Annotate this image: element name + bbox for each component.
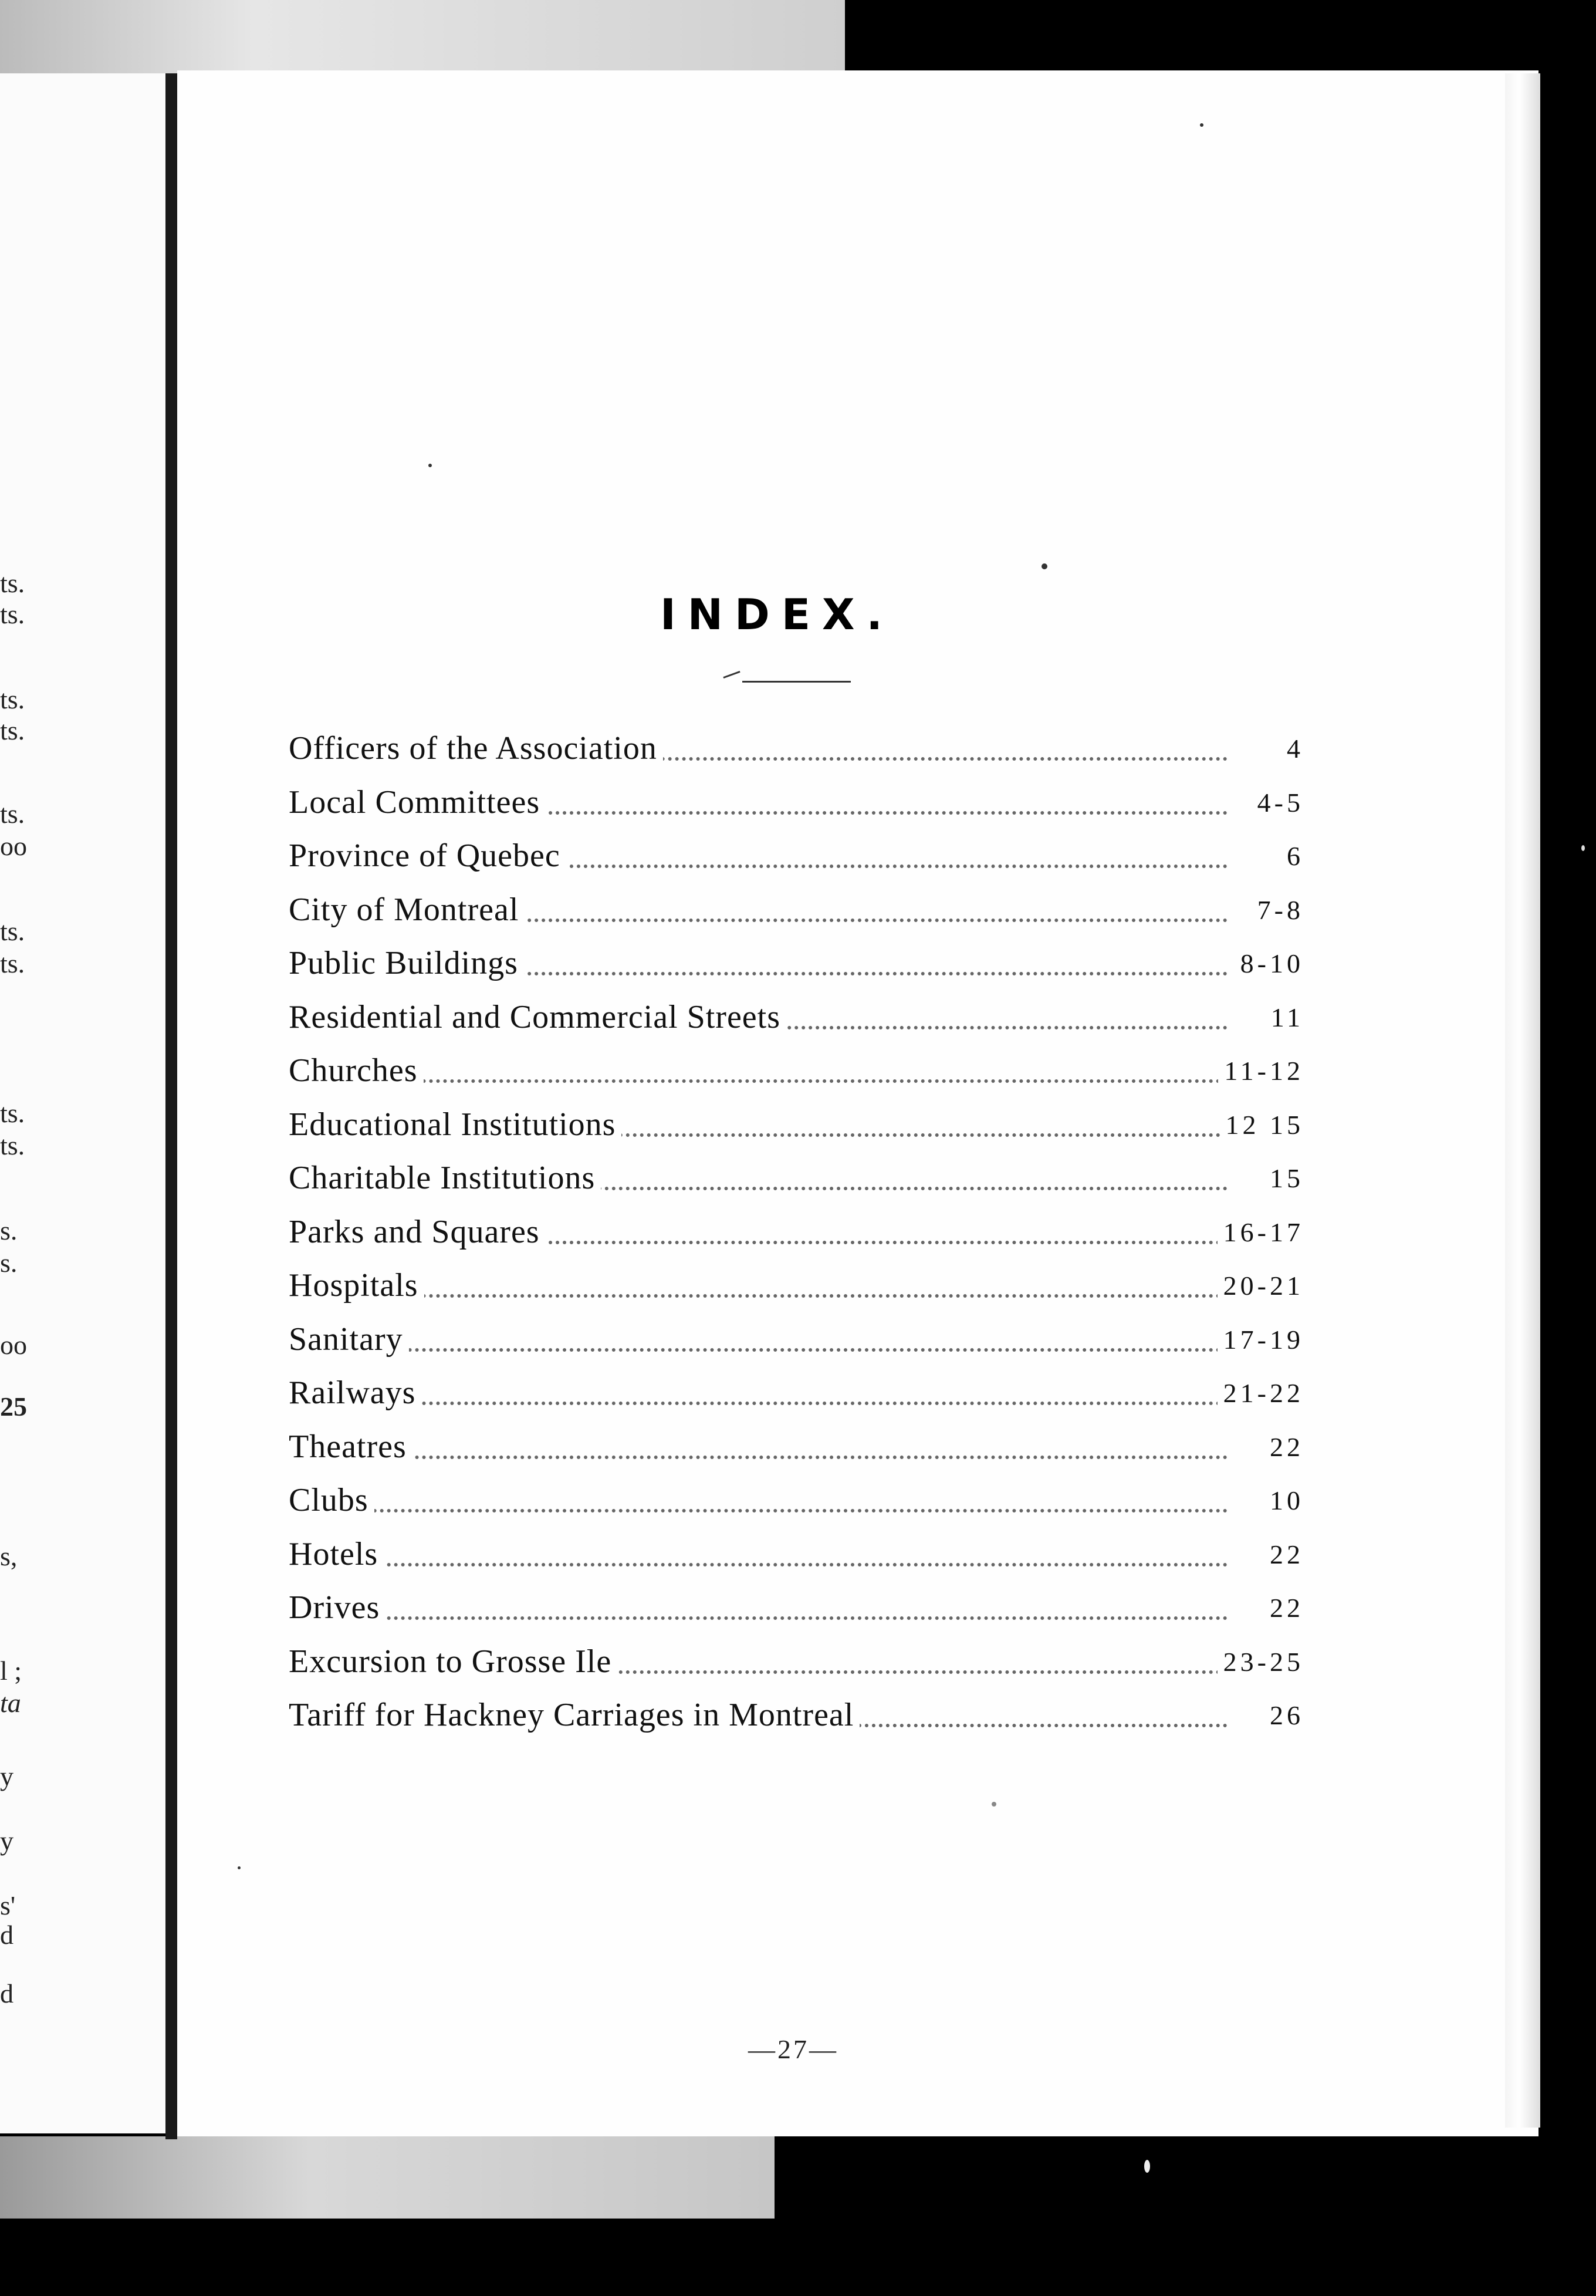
facing-page xyxy=(0,73,165,2133)
entry-page: 4 xyxy=(1281,722,1304,776)
entry-page: 17-19 xyxy=(1218,1313,1304,1367)
facing-fragment: ts. xyxy=(0,1130,25,1160)
dot-leader xyxy=(289,1289,1228,1298)
index-entry xyxy=(289,1098,1310,1152)
entry-label: Educational Institutions xyxy=(289,1098,621,1152)
facing-fragment: ts. xyxy=(0,948,25,978)
index-entry xyxy=(289,1635,1310,1689)
facing-fragment: ts. xyxy=(0,799,25,829)
entry-page: 20-21 xyxy=(1218,1259,1304,1313)
index-entry xyxy=(289,1420,1310,1474)
facing-fragment: 25 xyxy=(0,1392,27,1422)
dot-leader xyxy=(289,1558,1228,1566)
book-gutter xyxy=(165,73,177,2139)
facing-fragment: ts. xyxy=(0,916,25,946)
page-number: —27— xyxy=(748,2034,838,2064)
entry-page: 11 xyxy=(1265,991,1304,1045)
facing-fragment: s, xyxy=(0,1541,18,1571)
scan-speck xyxy=(238,1866,241,1869)
entry-label: Public Buildings xyxy=(289,937,524,991)
facing-fragment: l ; xyxy=(0,1656,22,1686)
dot-leader xyxy=(289,1504,1228,1512)
entry-page: 7-8 xyxy=(1252,883,1304,937)
title-rule xyxy=(742,681,851,683)
index-list xyxy=(289,722,1310,1743)
entry-page: 12 15 xyxy=(1220,1098,1304,1152)
entry-page: 11-12 xyxy=(1218,1044,1304,1098)
scan-top-strip xyxy=(0,0,845,73)
index-entry xyxy=(289,722,1310,776)
entry-label: Clubs xyxy=(289,1474,374,1528)
entry-label: Hospitals xyxy=(289,1259,424,1313)
index-entry xyxy=(289,991,1310,1045)
dot-leader xyxy=(289,1075,1228,1083)
facing-fragment: ts. xyxy=(0,1098,25,1128)
dot-leader xyxy=(289,1397,1228,1405)
entry-page: 22 xyxy=(1264,1528,1304,1582)
entry-page: 16-17 xyxy=(1218,1206,1304,1260)
scan-speck xyxy=(1144,2160,1150,2173)
facing-fragment: y xyxy=(0,1826,13,1856)
index-entry xyxy=(289,1528,1310,1582)
dot-leader xyxy=(289,1451,1228,1459)
facing-fragment: d xyxy=(0,1920,13,1950)
index-entry xyxy=(289,1206,1310,1260)
page-title: INDEX. xyxy=(660,590,894,639)
entry-label: Officers of the Association xyxy=(289,722,663,776)
entry-label: Residential and Commercial Streets xyxy=(289,991,786,1045)
entry-label: Parks and Squares xyxy=(289,1206,546,1260)
entry-label: Sanitary xyxy=(289,1313,409,1367)
scan-speck xyxy=(1042,563,1047,569)
index-entry xyxy=(289,1313,1310,1367)
facing-fragment: ta xyxy=(0,1688,21,1718)
scan-bottom-strip xyxy=(0,2136,775,2219)
entry-label: Churches xyxy=(289,1044,424,1098)
entry-page: 22 xyxy=(1264,1420,1304,1474)
facing-fragment: d xyxy=(0,1978,13,2008)
scan-speck xyxy=(992,1802,996,1807)
index-entry xyxy=(289,1581,1310,1635)
facing-fragment: oo xyxy=(0,831,27,861)
entry-page: 6 xyxy=(1281,829,1304,883)
entry-label: Hotels xyxy=(289,1528,384,1582)
index-entry xyxy=(289,829,1310,883)
scan-speck xyxy=(1581,845,1585,851)
entry-page: 23-25 xyxy=(1218,1635,1304,1689)
index-entry xyxy=(289,1044,1310,1098)
entry-page: 21-22 xyxy=(1218,1366,1304,1420)
facing-fragment: s. xyxy=(0,1248,18,1278)
entry-label: Excursion to Grosse Ile xyxy=(289,1635,617,1689)
entry-label: Theatres xyxy=(289,1420,412,1474)
entry-page: 8-10 xyxy=(1235,937,1304,991)
entry-label: Province of Quebec xyxy=(289,829,566,883)
index-entry xyxy=(289,937,1310,991)
page-edge xyxy=(1505,73,1540,2128)
facing-fragment: ts. xyxy=(0,599,25,629)
entry-label: Drives xyxy=(289,1581,386,1635)
entry-page: 26 xyxy=(1264,1689,1304,1743)
entry-label: Railways xyxy=(289,1366,421,1420)
scan-speck xyxy=(428,464,432,467)
dot-leader xyxy=(289,1343,1228,1352)
entry-label: Tariff for Hackney Carriages in Montreal xyxy=(289,1689,860,1743)
entry-page: 10 xyxy=(1264,1474,1304,1528)
facing-fragment: s' xyxy=(0,1890,16,1920)
index-entry xyxy=(289,776,1310,830)
index-entry xyxy=(289,1366,1310,1420)
index-entry xyxy=(289,883,1310,937)
entry-label: City of Montreal xyxy=(289,883,525,937)
scan-speck xyxy=(1200,123,1203,127)
facing-fragment: ts. xyxy=(0,684,25,714)
dot-leader xyxy=(289,1612,1228,1620)
facing-fragment: s. xyxy=(0,1215,18,1245)
index-entry xyxy=(289,1474,1310,1528)
facing-fragment: y xyxy=(0,1761,13,1791)
entry-label: Local Committees xyxy=(289,776,546,830)
index-entry xyxy=(289,1689,1310,1743)
facing-fragment: ts. xyxy=(0,568,25,598)
entry-page: 4-5 xyxy=(1252,776,1304,830)
facing-fragment: ts. xyxy=(0,715,25,745)
entry-page: 15 xyxy=(1264,1152,1304,1206)
entry-page: 22 xyxy=(1264,1581,1304,1635)
facing-fragment: oo xyxy=(0,1330,27,1360)
index-entry xyxy=(289,1259,1310,1313)
index-entry xyxy=(289,1152,1310,1206)
entry-label: Charitable Institutions xyxy=(289,1152,601,1206)
